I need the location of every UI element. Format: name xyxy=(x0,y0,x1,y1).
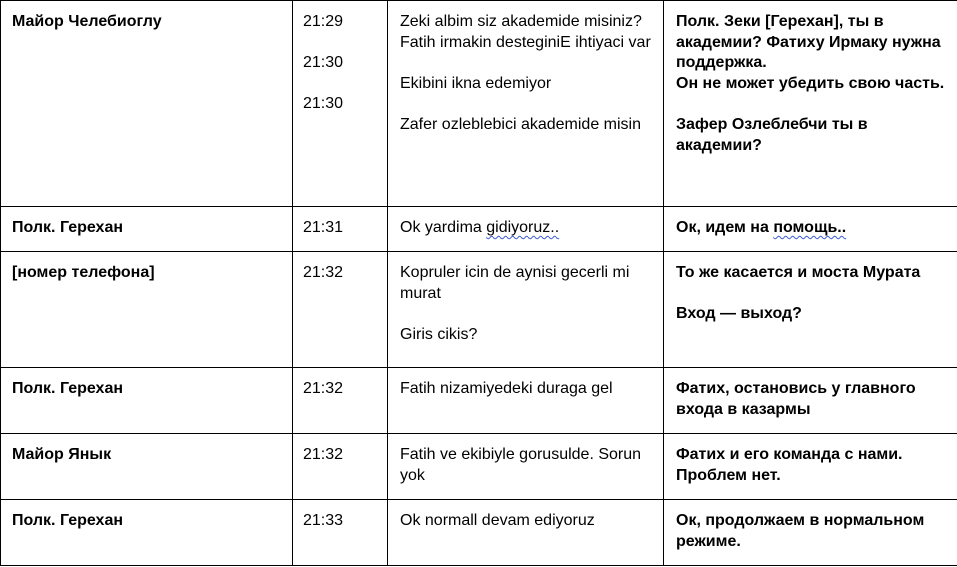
translation-cell xyxy=(664,368,957,434)
translation-text: Ок, идем на xyxy=(676,219,774,236)
sender-name: Полк. Герехан xyxy=(12,512,124,529)
timestamp: 21:29 xyxy=(303,13,344,30)
spellcheck-underlined-word: помощь.. xyxy=(773,219,847,236)
original-message-cell[interactable] xyxy=(388,1,664,207)
translation-cell xyxy=(664,207,957,252)
table-row xyxy=(1,500,957,566)
original-message-cell[interactable] xyxy=(388,252,664,368)
spellcheck-underlined-word: gidiyoruz.. xyxy=(486,219,560,236)
translation-cell xyxy=(664,252,957,368)
original-message: Ok normall devam ediyoruz xyxy=(400,512,595,529)
sender-cell xyxy=(1,1,293,207)
translation-text: Полк. Зеки [Герехан], ты в академии? Фатиху Ирмаку нужна поддержка. xyxy=(676,13,946,72)
timestamp: 21:33 xyxy=(303,512,344,529)
original-message: Fatih ve ekibiyle gorusulde. Sorun yok xyxy=(400,446,642,484)
table-row xyxy=(1,1,957,207)
translation-text: Он не может убедить свою часть. xyxy=(676,74,945,92)
sender-cell xyxy=(1,207,293,252)
timestamp: 21:32 xyxy=(303,264,344,281)
sender-cell xyxy=(1,500,293,566)
translation-text: То же касается и моста Мурата xyxy=(676,264,921,281)
timestamp: 21:30 xyxy=(303,54,344,72)
translation-text: Вход — выход? xyxy=(676,305,802,323)
original-message: Kopruler icin de aynisi gecerli mi murat xyxy=(400,264,634,302)
translation-text: Фатих и его команда с нами. Проблем нет. xyxy=(676,446,903,484)
sender-cell xyxy=(1,368,293,434)
original-message: Giris cikis? xyxy=(400,325,478,343)
original-message: Ok yardima xyxy=(400,219,487,236)
timestamp: 21:31 xyxy=(303,219,344,236)
sender-name: Майор Янык xyxy=(12,446,112,463)
translation-cell xyxy=(664,1,957,207)
sender-name: Майор Челебиоглу xyxy=(12,13,162,30)
original-message: Zafer ozleblebici akademide misin xyxy=(400,115,641,133)
timestamp: 21:30 xyxy=(303,95,344,113)
translation-cell xyxy=(664,434,957,500)
table-row xyxy=(1,252,957,368)
time-cell xyxy=(293,500,388,566)
time-cell xyxy=(293,368,388,434)
table-row xyxy=(1,207,957,252)
time-cell xyxy=(293,1,388,207)
translation-text: Ок, продолжаем в нормальном режиме. xyxy=(676,512,925,550)
original-message-cell[interactable] xyxy=(388,500,664,566)
translation-cell xyxy=(664,500,957,566)
table-row xyxy=(1,434,957,500)
original-message-cell[interactable] xyxy=(388,368,664,434)
original-message-cell[interactable] xyxy=(388,434,664,500)
timestamp: 21:32 xyxy=(303,446,344,463)
original-message-cell[interactable] xyxy=(388,207,664,252)
sender-name: Полк. Герехан xyxy=(12,380,124,397)
table-row xyxy=(1,368,957,434)
original-message: Ekibini ikna edemiyor xyxy=(400,74,552,92)
translation-text: Зафер Озлеблебчи ты в академии? xyxy=(676,115,873,154)
sender-cell xyxy=(1,434,293,500)
time-cell xyxy=(293,434,388,500)
sender-name: Полк. Герехан xyxy=(12,219,124,236)
sender-cell xyxy=(1,252,293,368)
original-message: Zeki albim siz akademide misiniz? Fatih irmakin desteginiE ihtiyaci var xyxy=(400,13,651,51)
sender-name: [номер телефона] xyxy=(12,264,155,281)
translation-text: Фатих, остановись у главного входа в казармы xyxy=(676,380,916,418)
timestamp: 21:32 xyxy=(303,380,344,397)
time-cell xyxy=(293,207,388,252)
original-message: Fatih nizamiyedeki duraga gel xyxy=(400,380,613,397)
time-cell xyxy=(293,252,388,368)
